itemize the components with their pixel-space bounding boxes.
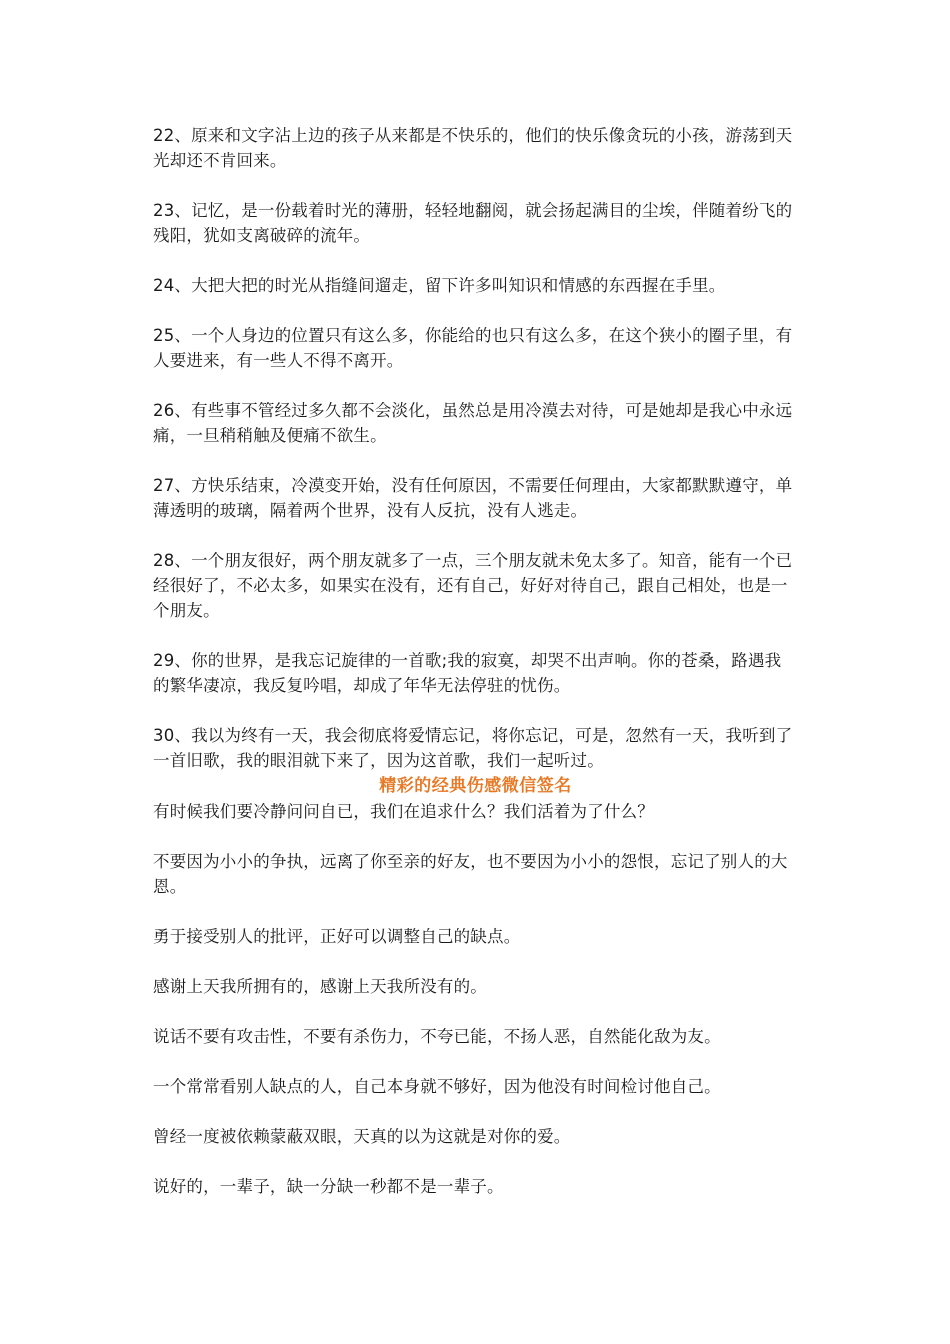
list-item: 勇于接受别人的批评，正好可以调整自己的缺点。 — [153, 927, 521, 946]
list-item: 30、我以为终有一天，我会彻底将爱情忘记，将你忘记，可是，忽然有一天，我听到了一首旧歌，我的眼泪就下来了，因为这首歌，我们一起听过。 — [153, 726, 793, 770]
list-item: 26、有些事不管经过多久都不会淡化，虽然总是用冷漠去对待，可是她却是我心中永远痛，一旦稍稍触及便痛不欲生。 — [153, 401, 793, 445]
list-item: 曾经一度被依赖蒙蔽双眼，天真的以为这就是对你的爱。 — [153, 1127, 571, 1146]
numbered-list — [153, 123, 798, 773]
list-item: 说好的，一辈子，缺一分缺一秒都不是一辈子。 — [153, 1177, 504, 1196]
list-item: 24、大把大把的时光从指缝间遛走，留下许多叫知识和情感的东西握在手里。 — [153, 276, 726, 295]
list-item: 说话不要有攻击性，不要有杀伤力，不夸已能，不扬人恶，自然能化敌为友。 — [153, 1027, 721, 1046]
list-item: 28、一个朋友很好，两个朋友就多了一点，三个朋友就未免太多了。知音，能有一个已经很好了，不必太多，如果实在没有，还有自己，好好对待自己，跟自己相处，也是一个朋友。 — [153, 551, 793, 620]
list-item: 不要因为小小的争执，远离了你至亲的好友，也不要因为小小的怨恨，忘记了别人的大恩。 — [153, 852, 788, 896]
list-item: 29、你的世界，是我忘记旋律的一首歌;我的寂寞，却哭不出声响。你的苍桑，路遇我的繁华凄凉，我反复吟唱，却成了年华无法停驻的忧伤。 — [153, 651, 782, 695]
list-item: 23、记忆，是一份载着时光的薄册，轻轻地翻阅，就会扬起满目的尘埃，伴随着纷飞的残阳，犹如支离破碎的流年。 — [153, 201, 793, 245]
section-heading: 精彩的经典伤感微信签名 — [379, 776, 572, 796]
list-item: 27、方快乐结束，冷漠变开始，没有任何原因，不需要任何理由，大家都默默遵守，单薄透明的玻璃，隔着两个世界，没有人反抗，没有人逃走。 — [153, 476, 793, 520]
list-item: 25、一个人身边的位置只有这么多，你能给的也只有这么多，在这个狭小的圈子里，有人要进来，有一些人不得不离开。 — [153, 326, 793, 370]
list-item: 有时候我们要冷静问问自已，我们在追求什么？我们活着为了什么？ — [153, 802, 654, 821]
signature-list — [153, 799, 798, 1199]
list-item: 一个常常看别人缺点的人，自己本身就不够好，因为他没有时间检讨他自己。 — [153, 1077, 721, 1096]
list-item: 22、原来和文字沾上边的孩子从来都是不快乐的，他们的快乐像贪玩的小孩，游荡到天光却还不肯回来。 — [153, 126, 793, 170]
list-item: 感谢上天我所拥有的，感谢上天我所没有的。 — [153, 977, 487, 996]
document-page — [153, 123, 798, 1224]
